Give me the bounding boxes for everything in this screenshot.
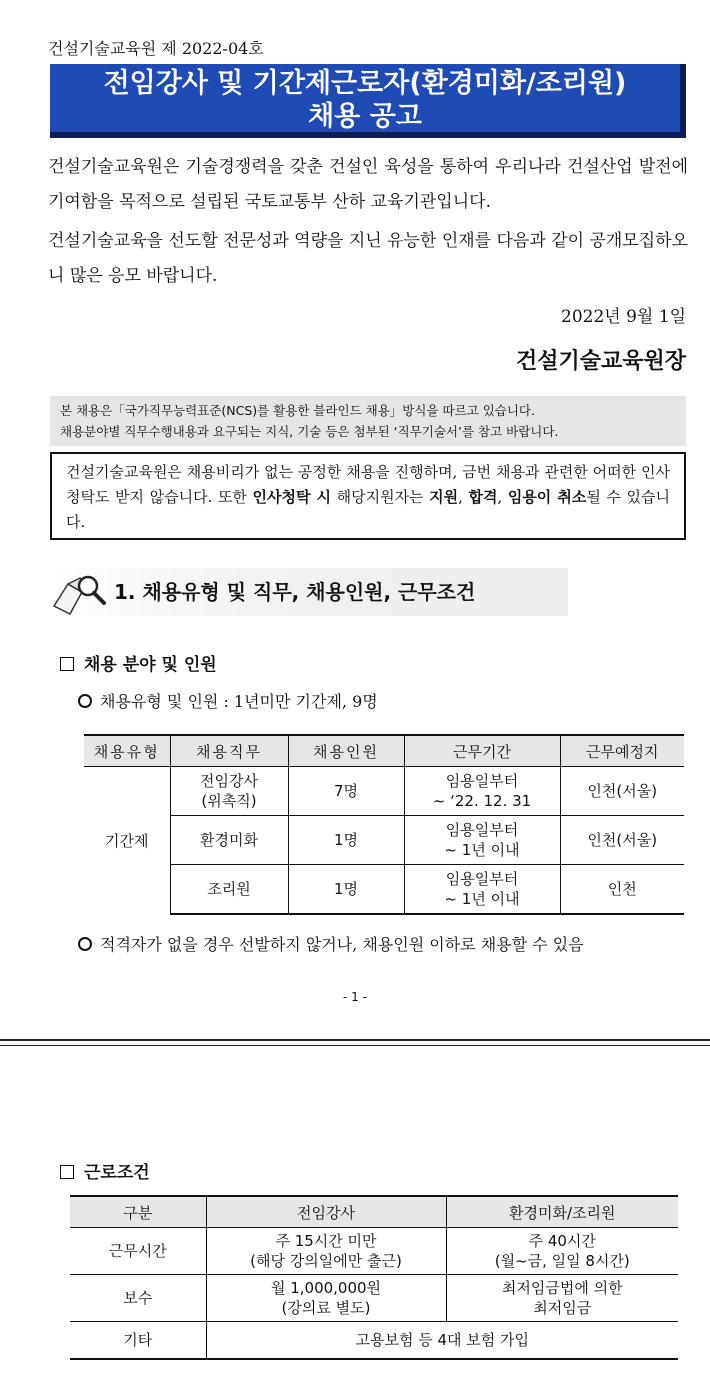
period-cell	[404, 816, 560, 865]
circle-bullet-icon	[78, 937, 92, 951]
notice-bold: 지원	[429, 488, 459, 506]
value-cell: 고용보험 등 4대 보험 가입	[206, 1322, 678, 1360]
job-cell: 환경미화	[170, 816, 288, 865]
checkbox-square-icon	[60, 1165, 74, 1179]
section-1-title: 1. 채용유형 및 직무, 채용인원, 근무조건	[114, 580, 476, 604]
ncs-note-line-1: 본 채용은「국가직무능력표준(NCS)를 활용한 블라인드 채용」방식을 따르고 있습니다.	[60, 403, 535, 418]
header-cell: 환경미화/조리원	[446, 1196, 678, 1228]
value-line: (월~금, 일일 8시간)	[494, 1252, 630, 1270]
work-conditions-table	[70, 1195, 678, 1360]
header-cell: 채용인원	[288, 735, 404, 767]
value-cell	[206, 1275, 446, 1322]
notice-bold: 인사청탁 시	[252, 488, 332, 506]
job-cell	[170, 767, 288, 816]
count-cell: 1명	[288, 816, 404, 865]
header-cell: 채용직무	[170, 735, 288, 767]
notice-bold: 합격	[468, 488, 498, 506]
bullet-recruit-type	[78, 689, 378, 712]
header-cell: 구분	[70, 1196, 206, 1228]
notice-text: ,	[458, 488, 469, 506]
ncs-note-line-2: 채용분야별 직무수행내용과 요구되는 지식, 기술 등은 첨부된 ‘직무기술서’를 참고 바랍니다.	[60, 424, 559, 439]
notice-text: 될 수 있습니다.	[66, 488, 670, 531]
notice-text: ,	[497, 488, 508, 506]
table-row	[84, 865, 684, 915]
period-cell	[404, 865, 560, 915]
label-cell: 근무시간	[70, 1228, 206, 1275]
value-line: 월 1,000,000원	[270, 1279, 382, 1297]
job-cell: 조리원	[170, 865, 288, 915]
bullet-text: 적격자가 없을 경우 선발하지 않거나, 채용인원 이하로 채용할 수 있음	[100, 935, 584, 954]
ncs-note	[50, 396, 686, 446]
book-magnifier-icon	[50, 570, 110, 616]
notice-bold: 임용이 취소	[507, 488, 587, 506]
period-line: 임용일부터	[445, 870, 519, 888]
value-cell	[446, 1228, 678, 1275]
period-cell	[404, 767, 560, 816]
value-cell	[446, 1275, 678, 1322]
announcement-title	[50, 64, 686, 138]
count-cell: 7명	[288, 767, 404, 816]
announcement-date: 2022년 9월 1일	[561, 307, 686, 327]
bullet-text: 채용유형 및 인원 : 1년미만 기간제, 9명	[100, 692, 378, 711]
job-line: (위촉직)	[201, 792, 257, 810]
value-cell	[206, 1228, 446, 1275]
label-cell: 기타	[70, 1322, 206, 1360]
header-cell: 근무예정지	[560, 735, 684, 767]
table-row	[84, 816, 684, 865]
recruit-field-heading	[60, 650, 217, 675]
table-row	[84, 767, 684, 816]
header-cell: 근무기간	[404, 735, 560, 767]
page-number: - 1 -	[343, 990, 367, 1004]
notice-text: 해당지원자는	[331, 488, 430, 506]
title-line-1: 전임강사 및 기간제근로자(환경미화/조리원)	[103, 68, 627, 99]
period-line: ~ 1년 이내	[444, 841, 520, 859]
fair-hiring-notice	[50, 452, 686, 540]
value-line: 주 15시간 미만	[275, 1232, 377, 1250]
period-line: 임용일부터	[445, 821, 519, 839]
document-number: 건설기술교육원 제 2022-04호	[48, 39, 264, 58]
page-divider	[0, 1045, 710, 1046]
type-cell: 기간제	[84, 767, 170, 915]
work-conditions-heading	[60, 1158, 150, 1183]
count-cell: 1명	[288, 865, 404, 915]
notice-text: 건설기술교육원은 채용비리가 없는 공정한 채용을 진행하며, 금번 채용과 관련한 어떠한 인사청탁도 받지 않습니다. 또한	[66, 463, 670, 506]
title-line-2: 채용 공고	[308, 101, 422, 132]
organization-name: 건설기술교육원장	[515, 349, 686, 374]
period-line: ~ ‘22. 12. 31	[432, 792, 532, 810]
period-line: ~ 1년 이내	[444, 890, 520, 908]
header-cell: 채용유형	[84, 735, 170, 767]
place-cell: 인천(서울)	[560, 816, 684, 865]
recruit-field-heading-text: 채용 분야 및 인원	[84, 655, 217, 675]
place-cell: 인천	[560, 865, 684, 915]
job-line: 전임강사	[200, 772, 258, 790]
work-conditions-heading-text: 근로조건	[84, 1163, 150, 1183]
intro-paragraph-2: 건설기술교육을 선도할 전문성과 역량을 지닌 유능한 인재를 다음과 같이 공개모집하오니 많은 응모 바랍니다.	[48, 231, 688, 286]
value-line: (강의료 별도)	[281, 1299, 371, 1317]
place-cell: 인천(서울)	[560, 767, 684, 816]
bullet-selection-note	[78, 932, 584, 955]
period-line: 임용일부터	[445, 772, 519, 790]
page-divider	[0, 1039, 710, 1041]
intro-paragraph-1: 건설기술교육원은 기술경쟁력을 갖춘 건설인 육성을 통하여 우리나라 건설산업 발전에 기여함을 목적으로 설립된 국토교통부 산하 교육기관입니다.	[48, 157, 688, 212]
circle-bullet-icon	[78, 694, 92, 708]
header-cell: 전임강사	[206, 1196, 446, 1228]
value-line: 주 40시간	[528, 1232, 596, 1250]
value-line: (해당 강의일에만 출근)	[250, 1252, 402, 1270]
label-cell: 보수	[70, 1275, 206, 1322]
table-row	[70, 1275, 678, 1322]
table-row	[70, 1228, 678, 1275]
table-row	[70, 1322, 678, 1360]
value-line: 최저임금법에 의한	[501, 1279, 623, 1297]
recruitment-table	[84, 734, 684, 915]
value-line: 최저임금	[533, 1299, 592, 1317]
checkbox-square-icon	[60, 657, 74, 671]
